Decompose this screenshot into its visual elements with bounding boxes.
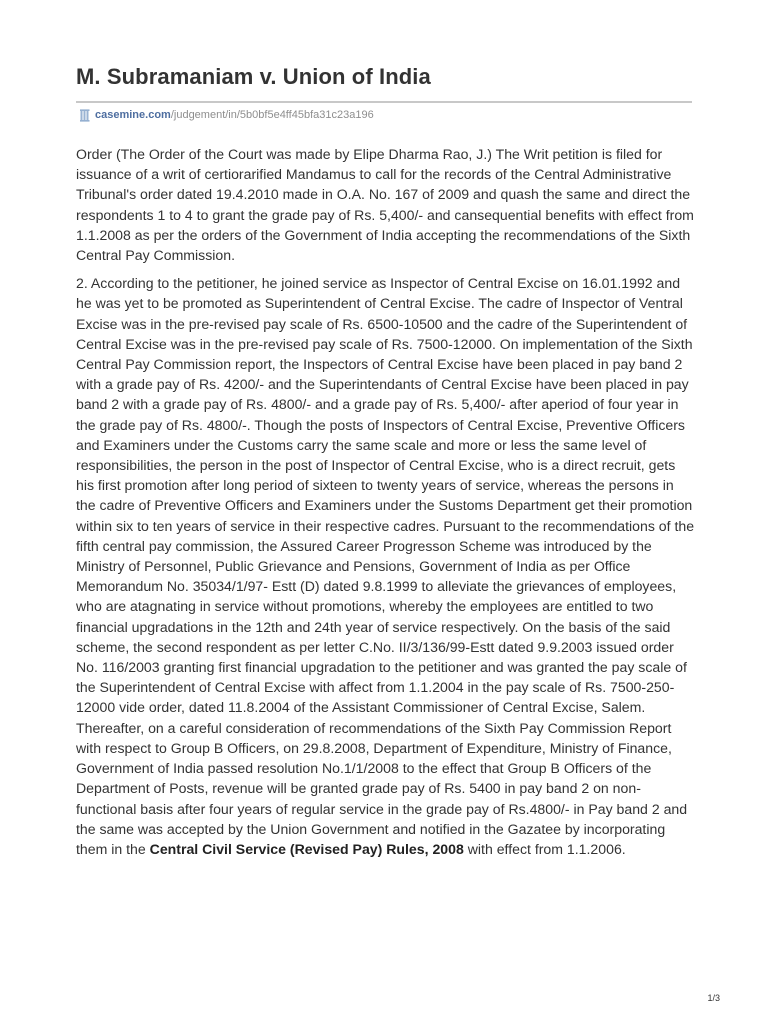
paragraph-2-ending: with effect from 1.1.2006. <box>463 840 626 857</box>
document-body <box>76 144 696 867</box>
paragraph-2-text: 2. According to the petitioner, he joined service as Inspector of Central Excise on 16.01.1992 and he was yet to be promoted as Superintendent of Central Excise. The cadre of Inspector of Ventral Excise was in the pre-revised pay scale of Rs. 6500-10500 and the cadre of the Superintendent of Central Excise was in the pre-revised pay scale of Rs. 7500-12000. On implementation of the Sixth Central Pay Commission report, the Inspectors of Central Excise have been placed in pay band 2 with a grade pay of Rs. 4200/- and the Superintendants of Central Excise have been placed in pay band 2 with a grade pay of Rs. 4800/- and a grade pay of Rs. 5,400/- after aperiod of four year in the grade pay of Rs. 4800/-. Though the posts of Inspectors of Central Excise, Preventive Officers and Examiners under the Customs carry the same scale and more or less the same level of responsibilities, the person in the post of Inspector of Central Excise, who is a direct recruit, gets his first promotion after long period of sixteen to twenty years of service, whereas the persons in the cadre of Preventive Officers and Examiners under the Sustoms Department get their promotion within six to ten years of service in their respective cadres. Pursuant to the recommendations of the fifth central pay commission, the Assured Career Progresson Scheme was introduced by the Ministry of Personnel, Public Grievance and Pensions, Government of India as per Office Memorandum No. 35034/1/97- Estt (D) dated 9.8.1999 to alleviate the grievances of employees, who are atagnating in service without promotions, whereby the employees are entitled to two financial upgradations in the 12th and 24th year of service respectively. On the basis of the said scheme, the second respondent as per letter C.No. II/3/136/99-Estt dated 9.9.2003 issued order No. 116/2003 granting first financial upgradation to the petitioner and was granted the pay scale of the Superintendent of Central Excise with affect from 1.1.2004 in the pay scale of Rs. 7500-250-12000 vide order, dated 11.8.2004 of the Assistant Commissioner of Central Excise, Salem. Thereafter, on a careful consideration of recommendations of the Sixth Pay Commission Report with respect to Group B Officers, on 29.8.2008, Department of Expenditure, Ministry of Finance, Government of India passed resolution No.1/1/2008 to the effect that Group B Officers of the Department of Posts, revenue will be granted grade pay of Rs. 5400 in pay band 2 on non-functional basis after four years of regular service in the grade pay of Rs.4800/- in Pay band 2 and the same was accepted by the Union Government and notified in the Gazatee by incorporating them in the <box>76 275 695 857</box>
document-title: M. Subramaniam v. Union of India <box>76 64 431 89</box>
title-divider <box>76 101 692 103</box>
paragraph-1: Order (The Order of the Court was made by Elipe Dharma Rao, J.) The Writ petition is filed for issuance of a writ of certiorarified Mandamus to call for the records of the Central Administrative Tribunal's order dated 19.4.2010 made in O.A. No. 167 of 2009 and quash the same and direct the respondents 1 to 4 to grant the grade pay of Rs. 5,400/- and cansequential benefits with effect from 1.1.2008 as per the orders of the Government of India accepting the recommendations of the Sixth Central Pay Commission. <box>76 146 694 264</box>
source-path[interactable]: /judgement/in/5b0bf5e4ff45bfa31c23a196 <box>170 109 374 121</box>
casemine-icon <box>80 109 91 122</box>
source-link[interactable] <box>80 107 374 123</box>
rules-emphasis: Central Civil Service (Revised Pay) Rules, 2008 <box>149 840 464 857</box>
page-indicator: 1/3 <box>707 993 720 1003</box>
paragraph-2 <box>76 273 696 859</box>
source-domain[interactable]: casemine.com <box>95 109 171 121</box>
